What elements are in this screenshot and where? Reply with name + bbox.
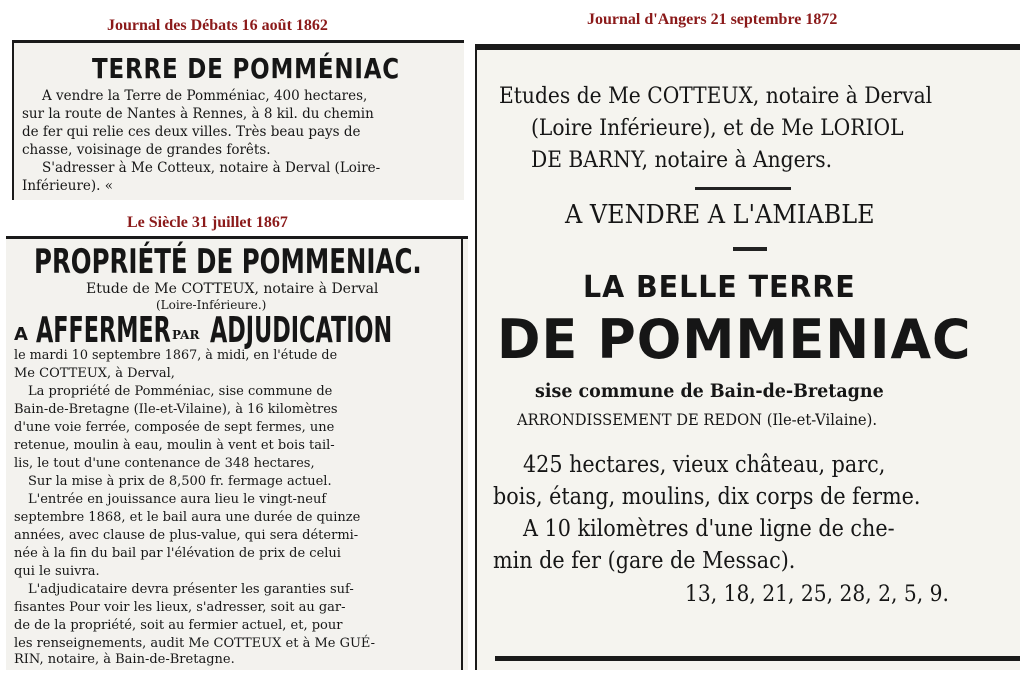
debats-line-3: de fer qui relie ces deux villes. Très beau pays de [22, 124, 361, 140]
angers-body-3: A 10 kilomètres d'une ligne de che- [523, 516, 895, 542]
debats-headline: TERRE DE POMMÉNIAC [92, 52, 400, 85]
right-rule [461, 236, 463, 670]
caption-debats: Journal des Débats 16 août 1862 [107, 17, 328, 34]
top-rule [12, 40, 464, 43]
clipping-debats [12, 40, 464, 200]
angers-name: DE POMMENIAC [497, 308, 972, 371]
debats-line-4: chasse, voisinage de grandes forêts. [22, 142, 271, 158]
siecle-line-14: L'adjudicataire devra présenter les garanties suf- [28, 582, 354, 597]
left-rule [12, 40, 14, 200]
siecle-line-5: d'une voie ferrée, composée de sept fermes, une [14, 420, 335, 435]
siecle-line-15: fisantes Pour voir les lieux, s'adresser, soit au gar- [14, 600, 346, 615]
clipping-angers [475, 44, 1020, 670]
siecle-line-8: Sur la mise à prix de 8,500 fr. fermage actuel. [28, 474, 332, 489]
caption-angers: Journal d'Angers 21 septembre 1872 [587, 11, 838, 28]
angers-dates: 13, 18, 21, 25, 28, 2, 5, 9. [685, 582, 949, 607]
dash-ornament [733, 247, 767, 251]
angers-etudes-3: DE BARNY, notaire à Angers. [531, 148, 833, 173]
siecle-line-9: L'entrée en jouissance aura lieu le vingt-neuf [28, 492, 327, 507]
title-adjudication: ADJUDICATION [210, 310, 393, 351]
siecle-headline: PROPRIÉTÉ DE POMMENIAC. [34, 242, 422, 282]
caption-siecle: Le Siècle 31 juillet 1867 [127, 214, 288, 231]
top-rule [475, 44, 1020, 50]
debats-line-5: S'adresser à Me Cotteux, notaire à Derval (Loire- [42, 160, 381, 176]
debats-line-2: sur la route de Nantes à Rennes, à 8 kil. du chemin [22, 106, 374, 122]
siecle-line-7: lis, le tout d'une contenance de 348 hectares, [14, 456, 315, 471]
siecle-line-13: qui le suivra. [14, 564, 100, 579]
siecle-line-18: RIN, notaire, à Bain-de-Bretagne. [14, 652, 235, 667]
angers-etudes-2: (Loire Inférieure), et de Me LORIOL [531, 116, 904, 141]
siecle-line-11: années, avec clause de plus-value, qui sera détermi- [14, 528, 359, 543]
siecle-line-12: née à la fin du bail par l'élévation de prix de celui [14, 546, 341, 561]
bottom-rule [495, 656, 1020, 661]
siecle-line-1: le mardi 10 septembre 1867, à midi, en l'étude de [14, 348, 338, 363]
left-rule [475, 44, 477, 670]
debats-line-1: A vendre la Terre de Pomméniac, 400 hectares, [42, 88, 368, 104]
angers-belle-terre: LA BELLE TERRE [583, 270, 856, 305]
angers-sise: sise commune de Bain-de-Bretagne [535, 380, 884, 402]
siecle-line-2: Me COTTEUX, à Derval, [14, 366, 175, 381]
clipping-siecle [6, 236, 468, 670]
title-a: A [14, 324, 28, 345]
angers-amiable: A VENDRE A L'AMIABLE [565, 200, 875, 230]
siecle-line-6: retenue, moulin à eau, moulin à vent et bois tail- [14, 438, 335, 453]
title-affermer: AFFERMER [36, 310, 171, 351]
siecle-subhead-2: (Loire-Inférieure.) [156, 298, 267, 312]
angers-arrond: ARRONDISSEMENT DE REDON (Ile-et-Vilaine). [517, 410, 878, 429]
siecle-line-10: septembre 1868, et le bail aura une durée de quinze [14, 510, 361, 525]
angers-body-1: 425 hectares, vieux château, parc, [523, 452, 886, 478]
siecle-line-16: de de la propriété, soit au fermier actuel, et, pour [14, 618, 343, 633]
angers-body-4: min de fer (gare de Messac). [493, 548, 796, 574]
top-rule [6, 236, 468, 239]
divider-rule [695, 187, 791, 190]
siecle-title-row [12, 310, 462, 350]
siecle-subhead-1: Etude de Me COTTEUX, notaire à Derval [86, 281, 379, 297]
debats-line-6: Inférieure). « [22, 178, 114, 194]
angers-etudes-1: Etudes de Me COTTEUX, notaire à Derval [499, 84, 933, 109]
siecle-line-4: Bain-de-Bretagne (Ile-et-Vilaine), à 16 kilomètres [14, 402, 338, 417]
title-par: PAR [172, 328, 200, 342]
siecle-line-17: les renseignements, audit Me COTTEUX et à Me GUÉ- [14, 636, 376, 651]
siecle-line-3: La propriété de Pomméniac, sise commune de [28, 384, 333, 399]
angers-body-2: bois, étang, moulins, dix corps de ferme. [493, 484, 921, 510]
